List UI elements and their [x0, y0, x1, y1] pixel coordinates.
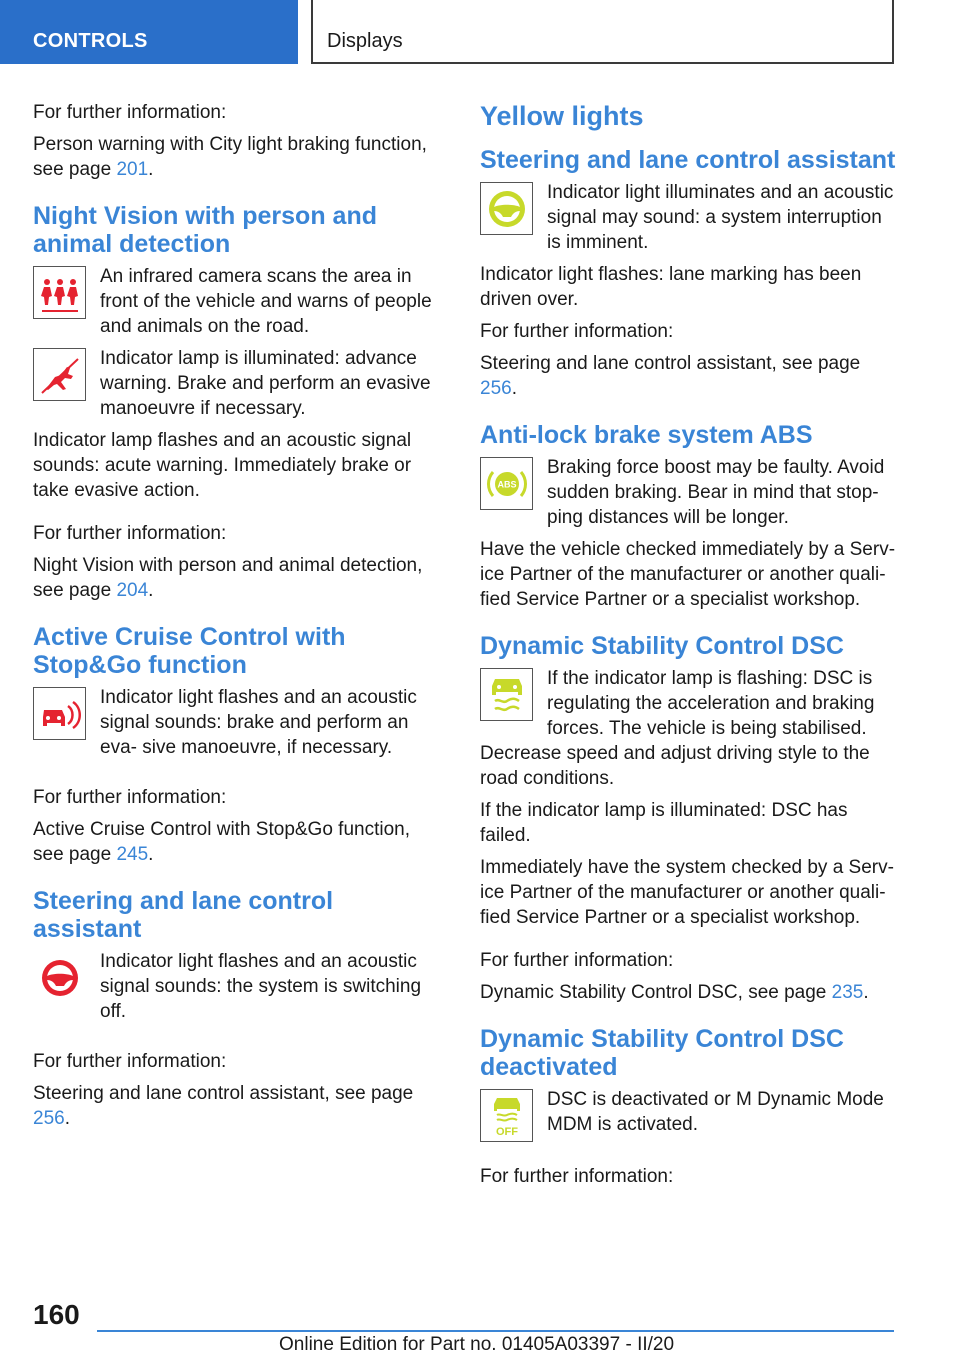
collision-warning-icon [33, 687, 86, 740]
intro-ref: Person warning with City light braking function, see page 201. [33, 134, 427, 180]
dsc-off-p1: DSC is deactivated or M Dynamic Mode MDM is activated. [547, 1089, 884, 1135]
dsc-off-title: Dynamic Stability Control DSC deactivated [480, 1025, 844, 1081]
page-link-256-right[interactable]: 256 [480, 378, 512, 399]
footer-edition: Online Edition for Part no. 01405A03397 - II/20 [279, 1334, 675, 1355]
header-section-label: CONTROLS [33, 30, 148, 52]
intro-ffi: For further information: [33, 102, 227, 123]
acc-ffi: For further information: [33, 787, 227, 808]
left-column [33, 100, 443, 1138]
dsc-section [480, 632, 900, 1005]
steering-yellow-ffi: For further information: [480, 321, 674, 342]
dsc-title: Dynamic Stability Control DSC [480, 632, 844, 660]
steering-yellow-ref: Steering and lane control assistant, see page 256. [480, 353, 861, 399]
header-chapter-label: Displays [327, 30, 403, 52]
acc-title: Active Cruise Control with Stop&Go function [33, 623, 346, 679]
steering-yellow-title: Steering and lane control assistant [480, 146, 896, 174]
dsc-off-icon-text: OFF [495, 1125, 518, 1138]
abs-icon-text: ABS [496, 479, 517, 489]
steering-wheel-yellow-icon [480, 182, 533, 235]
abs-p2: Have the vehicle checked immediately by a Serv‐ ice Partner of the manufacturer or another quali‐ fied Service Partner or a specialist workshop. [480, 539, 896, 610]
steering-red-p1: Indicator light flashes and an acoustic signal sounds: the system is switching off. [100, 951, 422, 1022]
header-section-tab [0, 0, 298, 64]
header-chapter-tab [311, 0, 894, 64]
page-link-235[interactable]: 235 [831, 982, 864, 1003]
footer-divider [97, 1330, 894, 1332]
steering-red-section [33, 887, 443, 1131]
steering-yellow-section [480, 146, 900, 401]
yellow-lights-heading: Yellow lights [480, 101, 644, 131]
steering-red-ref: Steering and lane control assistant, see page 256. [33, 1083, 414, 1129]
night-vision-p3: Indicator lamp flashes and an acoustic signal sounds: acute warning. Immediately brake or take evasive action. [33, 430, 412, 501]
page-link-256-left[interactable]: 256 [33, 1108, 65, 1129]
steering-wheel-red-icon [33, 951, 86, 1004]
dsc-skid-icon [480, 668, 533, 721]
night-vision-p1: An infrared camera scans the area in front of the vehicle and warns of people and animals on the road. [100, 266, 432, 337]
page-number: 160 [33, 1299, 80, 1330]
dsc-p1: If the indicator lamp is flashing: DSC is regulating the acceleration and braking forces. The vehicle is being stabilised. Decrease speed and adjust driving style to the road conditions. [480, 668, 875, 789]
acc-section [33, 623, 443, 867]
night-vision-ffi: For further information: [33, 523, 227, 544]
pedestrian-warning-icon [33, 266, 86, 319]
acc-ref: Active Cruise Control with Stop&Go function, see page 245. [33, 819, 411, 865]
abs-icon [480, 457, 533, 510]
dsc-ref: Dynamic Stability Control DSC, see page 235. [480, 982, 869, 1003]
abs-section [480, 421, 900, 612]
steering-yellow-p2: Indicator light flashes: lane marking has been driven over. [480, 264, 862, 310]
steering-red-title: Steering and lane control assistant [33, 887, 334, 943]
dsc-p3: Immediately have the system checked by a Serv‐ ice Partner of the manufacturer or another quali‐ fied Service Partner or a specialist workshop. [480, 857, 894, 928]
dsc-off-icon [480, 1089, 533, 1142]
night-vision-p2: Indicator lamp is illuminated: advance warning. Brake and perform an evasive manoeuvre if necessary. [100, 348, 431, 419]
page-link-245[interactable]: 245 [116, 844, 149, 865]
night-vision-section [33, 202, 443, 603]
animal-warning-icon [33, 348, 86, 401]
abs-p1: Braking force boost may be faulty. Avoid sudden braking. Bear in mind that stop‐ ping distances will be longer. [547, 457, 885, 528]
night-vision-ref: Night Vision with person and animal detection, see page 204. [33, 555, 423, 601]
page-link-201[interactable]: 201 [116, 159, 149, 180]
abs-title: Anti-lock brake system ABS [480, 421, 813, 449]
steering-yellow-p1: Indicator light illuminates and an acoustic signal may sound: a system interruption is imminent. [547, 182, 894, 253]
dsc-off-section [480, 1025, 900, 1189]
dsc-off-ffi: For further information: [480, 1166, 674, 1187]
steering-red-ffi: For further information: [33, 1051, 227, 1072]
acc-p1: Indicator light flashes and an acoustic signal sounds: brake and perform an eva‐ sive manoeuvre, if necessary. [100, 687, 417, 758]
page-link-204[interactable]: 204 [116, 580, 149, 601]
night-vision-title: Night Vision with person and animal detection [33, 202, 377, 258]
dsc-ffi: For further information: [480, 950, 674, 971]
right-column [480, 100, 900, 1196]
dsc-p2: If the indicator lamp is illuminated: DSC has failed. [480, 800, 848, 846]
